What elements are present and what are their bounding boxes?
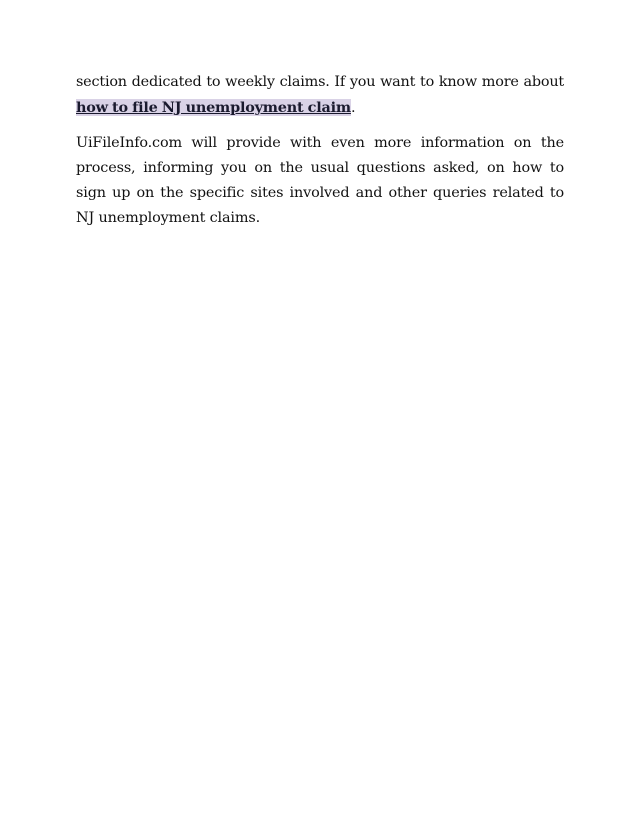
- paragraph-uifileinfo: UiFileInfo.com will provide with even more information on the process, informing you on the usual questions asked, on how to sign up on the specific sites involved and other queries related to NJ unemployment claims.: [76, 135, 564, 226]
- paragraph1-text-before: section dedicated to weekly claims. If you want to know more about: [76, 74, 564, 90]
- link-file-nj-unemployment-claim[interactable]: how to file NJ unemployment claim: [76, 99, 351, 116]
- paragraph1-text-after: .: [350, 100, 356, 116]
- paragraph-weekly-claims: [76, 70, 564, 121]
- document-body: [76, 70, 564, 231]
